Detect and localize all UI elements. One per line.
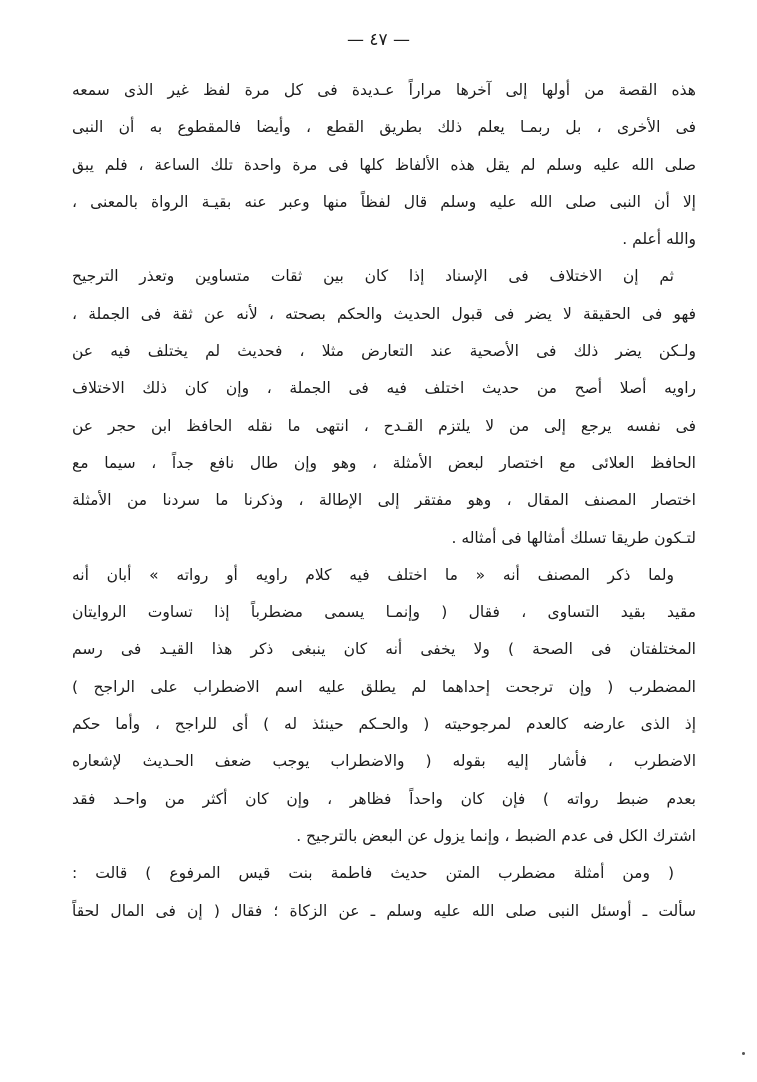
text-line: فهو فى الحقيقة لا يضر فى قبول الحديث والحكم بصحته ، لأنه عن ثقة فى الجملة ، xyxy=(72,304,696,323)
body-text xyxy=(72,72,696,930)
page-number: — ٤٧ — xyxy=(346,30,411,50)
text-line: المختلفتان فى الصحة ) ولا يخفى أنه كان ينبغى ذكر هذا القيـد فى رسم xyxy=(72,640,696,659)
scan-speck xyxy=(742,1052,745,1055)
text-line: لتـكون طريقا تسلك أمثالها فى أمثاله . xyxy=(451,528,696,547)
text-line: سألت ـ أوسئل النبى صلى الله عليه وسلم ـ عن الزكاة ؛ فقال ( إن فى المال لحقاً xyxy=(72,901,696,920)
text-line: ولـكن يضر ذلك فى الأصحية عند التعارض مثلا ، فحديث لم يختلف فيه عن xyxy=(72,342,696,361)
text-line: مقيد بقيد التساوى ، فقال ( وإنمـا يسمى مضطرباً إذا تساوت الروايتان xyxy=(72,603,696,622)
text-line: هذه القصة من أولها إلى آخرها مراراً عـديدة فى كل مرة لفظ غير الذى سمعه xyxy=(72,81,696,99)
text-line: ولما ذكر المصنف أنه « ما اختلف فيه كلام راويه أو رواته » أبان أنه xyxy=(72,565,674,584)
text-line: المضطرب ( وإن ترجحت إحداهما لم يطلق عليه اسم الاضطراب على الراجح ) xyxy=(72,677,696,696)
text-line: فى نفسه يرجع إلى من لا يلتزم القـدح ، انتهى ما نقله الحافظ ابن حجر عن xyxy=(72,416,696,435)
text-line: إلا أن النبى صلى الله عليه وسلم قال لفظاً منها وعبر عنه بقيـة الرواة بالمعنى ، xyxy=(72,192,696,211)
text-line: بعدم ضبط رواته ) فإن كان واحداً فظاهر ، وإن كان أكثر من واحـد فقد xyxy=(72,789,696,808)
text-line: الحافظ العلائى مع اختصار لبعض الأمثلة ، وهو وإن طال نافع جداً ، سيما مع xyxy=(72,453,696,472)
text-line: راويه أصلا أصح من حديث اختلف فيه فى الجملة ، وإن كان ذلك الاختلاف xyxy=(72,379,696,398)
text-line: ( ومن أمثلة مضطرب المتن حديث فاطمة بنت قيس المرفوع ) قالت : xyxy=(72,864,674,883)
text-line: الاضطرب ، فأشار إليه بقوله ( والاضطراب يوجب ضعف الحـديث لإشعاره xyxy=(72,752,696,771)
text-line: فى الأخرى ، بل ربمـا يعلم ذلك بطريق القطع ، وأيضا فالمقطوع به أن النبى xyxy=(72,118,696,137)
text-line: صلى الله عليه وسلم لم يقل هذه الألفاظ كلها فى مرة واحدة تلك الساعة ، فلم يبق xyxy=(72,155,696,174)
text-line: ثم إن الاختلاف فى الإسناد إذا كان بين ثقات متساوين وتعذر الترجيح xyxy=(72,267,674,286)
text-line: إذ الذى عارضه كالعدم لمرجوحيته ( والحـكم حينئذ له ) أى للراجح ، وأما حكم xyxy=(72,715,696,734)
text-line: اشترك الكل فى عدم الضبط ، وإنما يزول عن البعض بالترجيح . xyxy=(296,826,696,845)
text-line: والله أعلم . xyxy=(622,230,696,249)
text-line: اختصار المصنف المقال ، وهو مفتقر إلى الإطالة ، وذكرنا ما سردنا من الأمثلة xyxy=(72,491,696,510)
